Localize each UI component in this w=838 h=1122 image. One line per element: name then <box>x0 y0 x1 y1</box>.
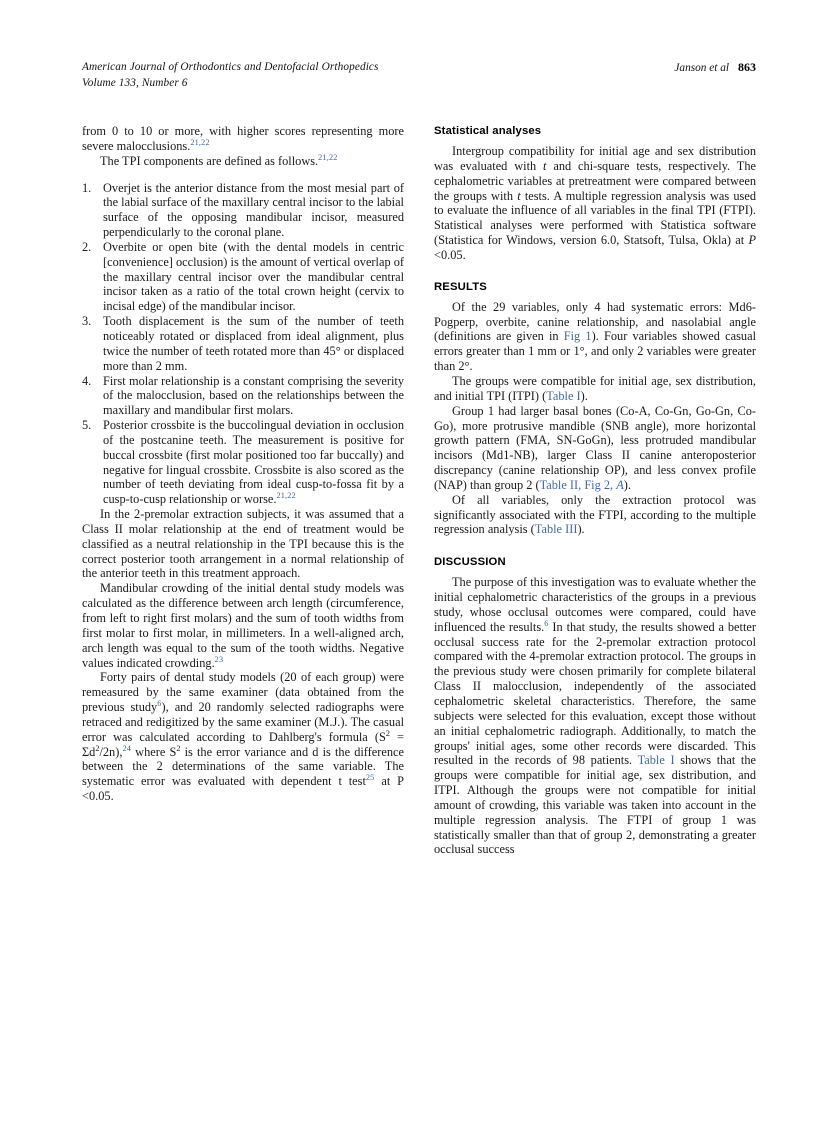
list-item-number: 5. <box>82 418 92 433</box>
citation-ref[interactable]: 24 <box>122 743 132 753</box>
paragraph-statistical-text-3: tests. A multiple regression analysis was used to evaluate the influence of all variables in the final TPI (FTPI). Statistical analyses were performed with Statistica software (Statistica for Windows, version 6.0, Statsoft, Tulsa, Okla) at <box>434 188 756 248</box>
list-item-text: Overbite or open bite (with the dental models in centric [convenience] occlusion) is the amount of vertical overlap of the maxillary central incisor over the mandibular central incisor taken as a ratio of the total crown height (cervix to incisal edge) of the mandibular incisor. <box>103 239 404 314</box>
paragraph-results-text-2a: The groups were compatible for initial age, sex distribution, and initial TPI (ITPI) ( <box>434 373 756 403</box>
paragraph-results-text-1b: ). Four variables showed casual errors greater than 1 mm or 1°, and only 2 variables were greater than 2°. <box>434 329 756 374</box>
link-separator: , <box>610 477 617 492</box>
running-head <box>82 60 756 91</box>
paragraph-tpi-intro <box>82 154 404 169</box>
paragraph-results-text-3b: ). <box>623 477 631 492</box>
citation-ref[interactable]: 6 <box>157 698 162 708</box>
paragraph-error-analysis <box>82 670 404 804</box>
paragraph-discussion-text-1c: shows that the groups were compatible for initial age, sex distribution, and ITPI. Although the groups were not compatible for initial amount of crowding, this variable was taken into account in the multiple regression analysis. The FTPI of group 1 was statistically smaller than that of group 2, demonstrating a greater occlusal success <box>434 753 756 857</box>
figure-link[interactable]: Fig 2 <box>584 477 611 492</box>
inline-italic-t: t <box>517 188 521 203</box>
paragraph-results-text-4a: Of all variables, only the extraction protocol was significantly associated with the FTPI, according to the multiple regression analysis ( <box>434 492 756 537</box>
paragraph-results-text-2b: ). <box>580 388 588 403</box>
paragraph-crowding-text: Mandibular crowding of the initial dental study models was calculated as the difference between arch length (circumference, from left to right first molars) and the sum of tooth widths from first molar to first molar, in millimeters. In a well-aligned arch, arch length was equal to the sum of the tooth widths. Negative values indicated crowding. <box>82 581 404 670</box>
table-link[interactable]: Table II <box>539 477 579 492</box>
link-separator: , <box>578 477 585 492</box>
paragraph-results-compatibility <box>434 374 756 404</box>
paragraph-statistical-text-2: and chi-square tests, respectively. The cephalometric variables at pretreatment were compared between the groups with <box>434 158 756 203</box>
citation-ref[interactable]: 21,22 <box>318 152 338 162</box>
citation-ref[interactable]: 6 <box>544 618 549 628</box>
paragraph-error-text-2: ), and 20 randomly selected radiographs were retraced and redigitized by the same examiner (M.J.). The casual error was calculated according to Dahlberg's formula (S <box>82 700 404 744</box>
page-number: 863 <box>738 60 756 74</box>
formula-exponent: 2 <box>385 728 390 738</box>
paragraph-discussion-text-1b: In that study, the results showed a better occlusal success rate for the 2-premolar extraction protocol compared with the 4-premolar extraction protocol. The groups in the previous study were chosen primarily for complete bilateral Class II malocclusion, independently of the associated cephalometric skeletal characteristics. Therefore, the same subjects were selected for this evaluation, except those without an initial cephalometric radiograph. Additionally, to match the groups' initial ages, some other records were discarded. This resulted in the records of 98 patients. <box>434 619 756 768</box>
journal-title: American Journal of Orthodontics and Dentofacial Orthopedics <box>82 61 379 73</box>
list-item <box>82 181 404 240</box>
table-link[interactable]: Table I <box>546 388 581 403</box>
list-item-text: Tooth displacement is the sum of the number of teeth noticeably rotated or displaced from ideal alignment, plus twice the number of teeth rotated more than 45° or displaced more than 2 mm. <box>103 314 404 373</box>
list-item-number: 3. <box>82 314 92 329</box>
paragraph-statistical-text-4: <0.05. <box>434 247 466 262</box>
paragraph-results-group1 <box>434 404 756 493</box>
list-item <box>82 314 404 373</box>
paragraph-crowding <box>82 581 404 670</box>
list-item-number: 2. <box>82 239 92 254</box>
left-column <box>82 124 404 804</box>
list-item-text: Overjet is the anterior distance from the most mesial part of the labial surface of the maxillary central incisor to the labial surface of the opposing mandibular incisor, measured perpendicularly to the coronal plane. <box>103 180 404 240</box>
table-link[interactable]: Table III <box>534 522 578 537</box>
paragraph-premolar: In the 2-premolar extraction subjects, it was assumed that a Class II molar relationship at the end of treatment would be classified as a neutral relationship in the TPI because this is the correct posterior tooth arrangement in a normal relationship of the anterior teeth in this treatment approach. <box>82 507 404 581</box>
paragraph-statistical-text-1: Intergroup compatibility for initial age and sex distribution was evaluated with <box>434 144 756 173</box>
citation-ref[interactable]: 25 <box>365 773 375 783</box>
paragraph-results-regression <box>434 493 756 538</box>
list-item <box>82 240 404 314</box>
paragraph-statistical-analyses <box>434 144 756 263</box>
paragraph-results-text-1a: Of the 29 variables, only 4 had systematic errors: Md6-Pogperp, overbite, canine relationship, and nasolabial angle (definitions are given in <box>434 299 756 344</box>
paragraph-tpi-intro-text: The TPI components are defined as follows. <box>100 153 319 168</box>
list-item-number: 1. <box>82 180 92 195</box>
heading-results: RESULTS <box>434 280 487 293</box>
running-head-left <box>82 60 379 91</box>
paragraph-error-text-3: = Σd <box>82 729 404 759</box>
paragraph-discussion-text-1a: The purpose of this investigation was to evaluate whether the initial cephalometric characteristics of the groups in a previous study, whose occlusal outcomes were compared, could have influenced the results. <box>434 575 756 634</box>
paragraph-continued-text: from 0 to 10 or more, with higher scores representing more severe malocclusions. <box>82 124 404 153</box>
heading-statistical-analyses: Statistical analyses <box>434 125 542 137</box>
list-item-text: First molar relationship is a constant comprising the severity of the malocclusion, based on the relationships between the maxillary and mandibular first molars. <box>103 373 404 418</box>
inline-italic-t: t <box>543 158 547 173</box>
inline-italic-p: P <box>748 233 756 248</box>
paragraph-error-text-6: is the error variance and d is the difference between the 2 determinations of the same variable. The systematic error was evaluated with dependent t test <box>82 744 404 789</box>
paragraph-results-text-3a: Group 1 had larger basal bones (Co-A, Co-Gn, Go-Gn, Co-Go), more protrusive mandible (SNB angle), more horizontal growth pattern (FMA, SN-GoGn), less protruded mandibular incisors (Md1-NB), larger Class II canine anteroposterior discrepancy (canine relationship OP), and less convex profile (NAP) than group 2 ( <box>434 403 756 492</box>
list-item-number: 4. <box>82 373 92 388</box>
paragraph-error-text-4: /2n), <box>99 744 123 759</box>
table-link[interactable]: Table I <box>637 753 675 768</box>
figure-link[interactable]: Fig 1 <box>563 329 592 344</box>
volume-issue: Volume 133, Number 6 <box>82 76 188 89</box>
tpi-components-list <box>82 181 404 508</box>
running-head-right <box>674 60 756 77</box>
right-column <box>434 124 756 857</box>
list-item-text: Posterior crossbite is the buccolingual deviation in occlusion of the postcanine teeth. The measurement is positive for buccal crossbite (first molar positioned too far buccally) and negative for lingual crossbite. Crossbite is also scored as the number of teeth deviating from ideal cusp-to-fossa fit by a cusp-to-cusp relationship or worse. <box>103 418 404 507</box>
citation-ref[interactable]: 21,22 <box>276 491 296 501</box>
citation-ref[interactable]: 21,22 <box>190 137 210 147</box>
paragraph-error-text-5: where S <box>131 744 177 759</box>
authors-running-head: Janson et al <box>674 62 729 74</box>
paragraph-continued <box>82 124 404 154</box>
citation-ref[interactable]: 23 <box>214 654 224 664</box>
paragraph-error-text-1: Forty pairs of dental study models (20 of each group) were remeasured by the same examiner (data obtained from the previous study <box>82 670 404 715</box>
paragraph-error-text-7: at P <0.05. <box>82 774 404 804</box>
paragraph-results-errors <box>434 300 756 374</box>
list-item <box>82 418 404 507</box>
heading-discussion: DISCUSSION <box>434 556 506 569</box>
formula-exponent: 2 <box>95 743 100 753</box>
figure-panel-label[interactable]: A <box>616 477 624 492</box>
paragraph-results-text-4b: ). <box>577 522 585 537</box>
formula-exponent: 2 <box>176 743 181 753</box>
paragraph-discussion <box>434 575 756 857</box>
list-item <box>82 374 404 419</box>
